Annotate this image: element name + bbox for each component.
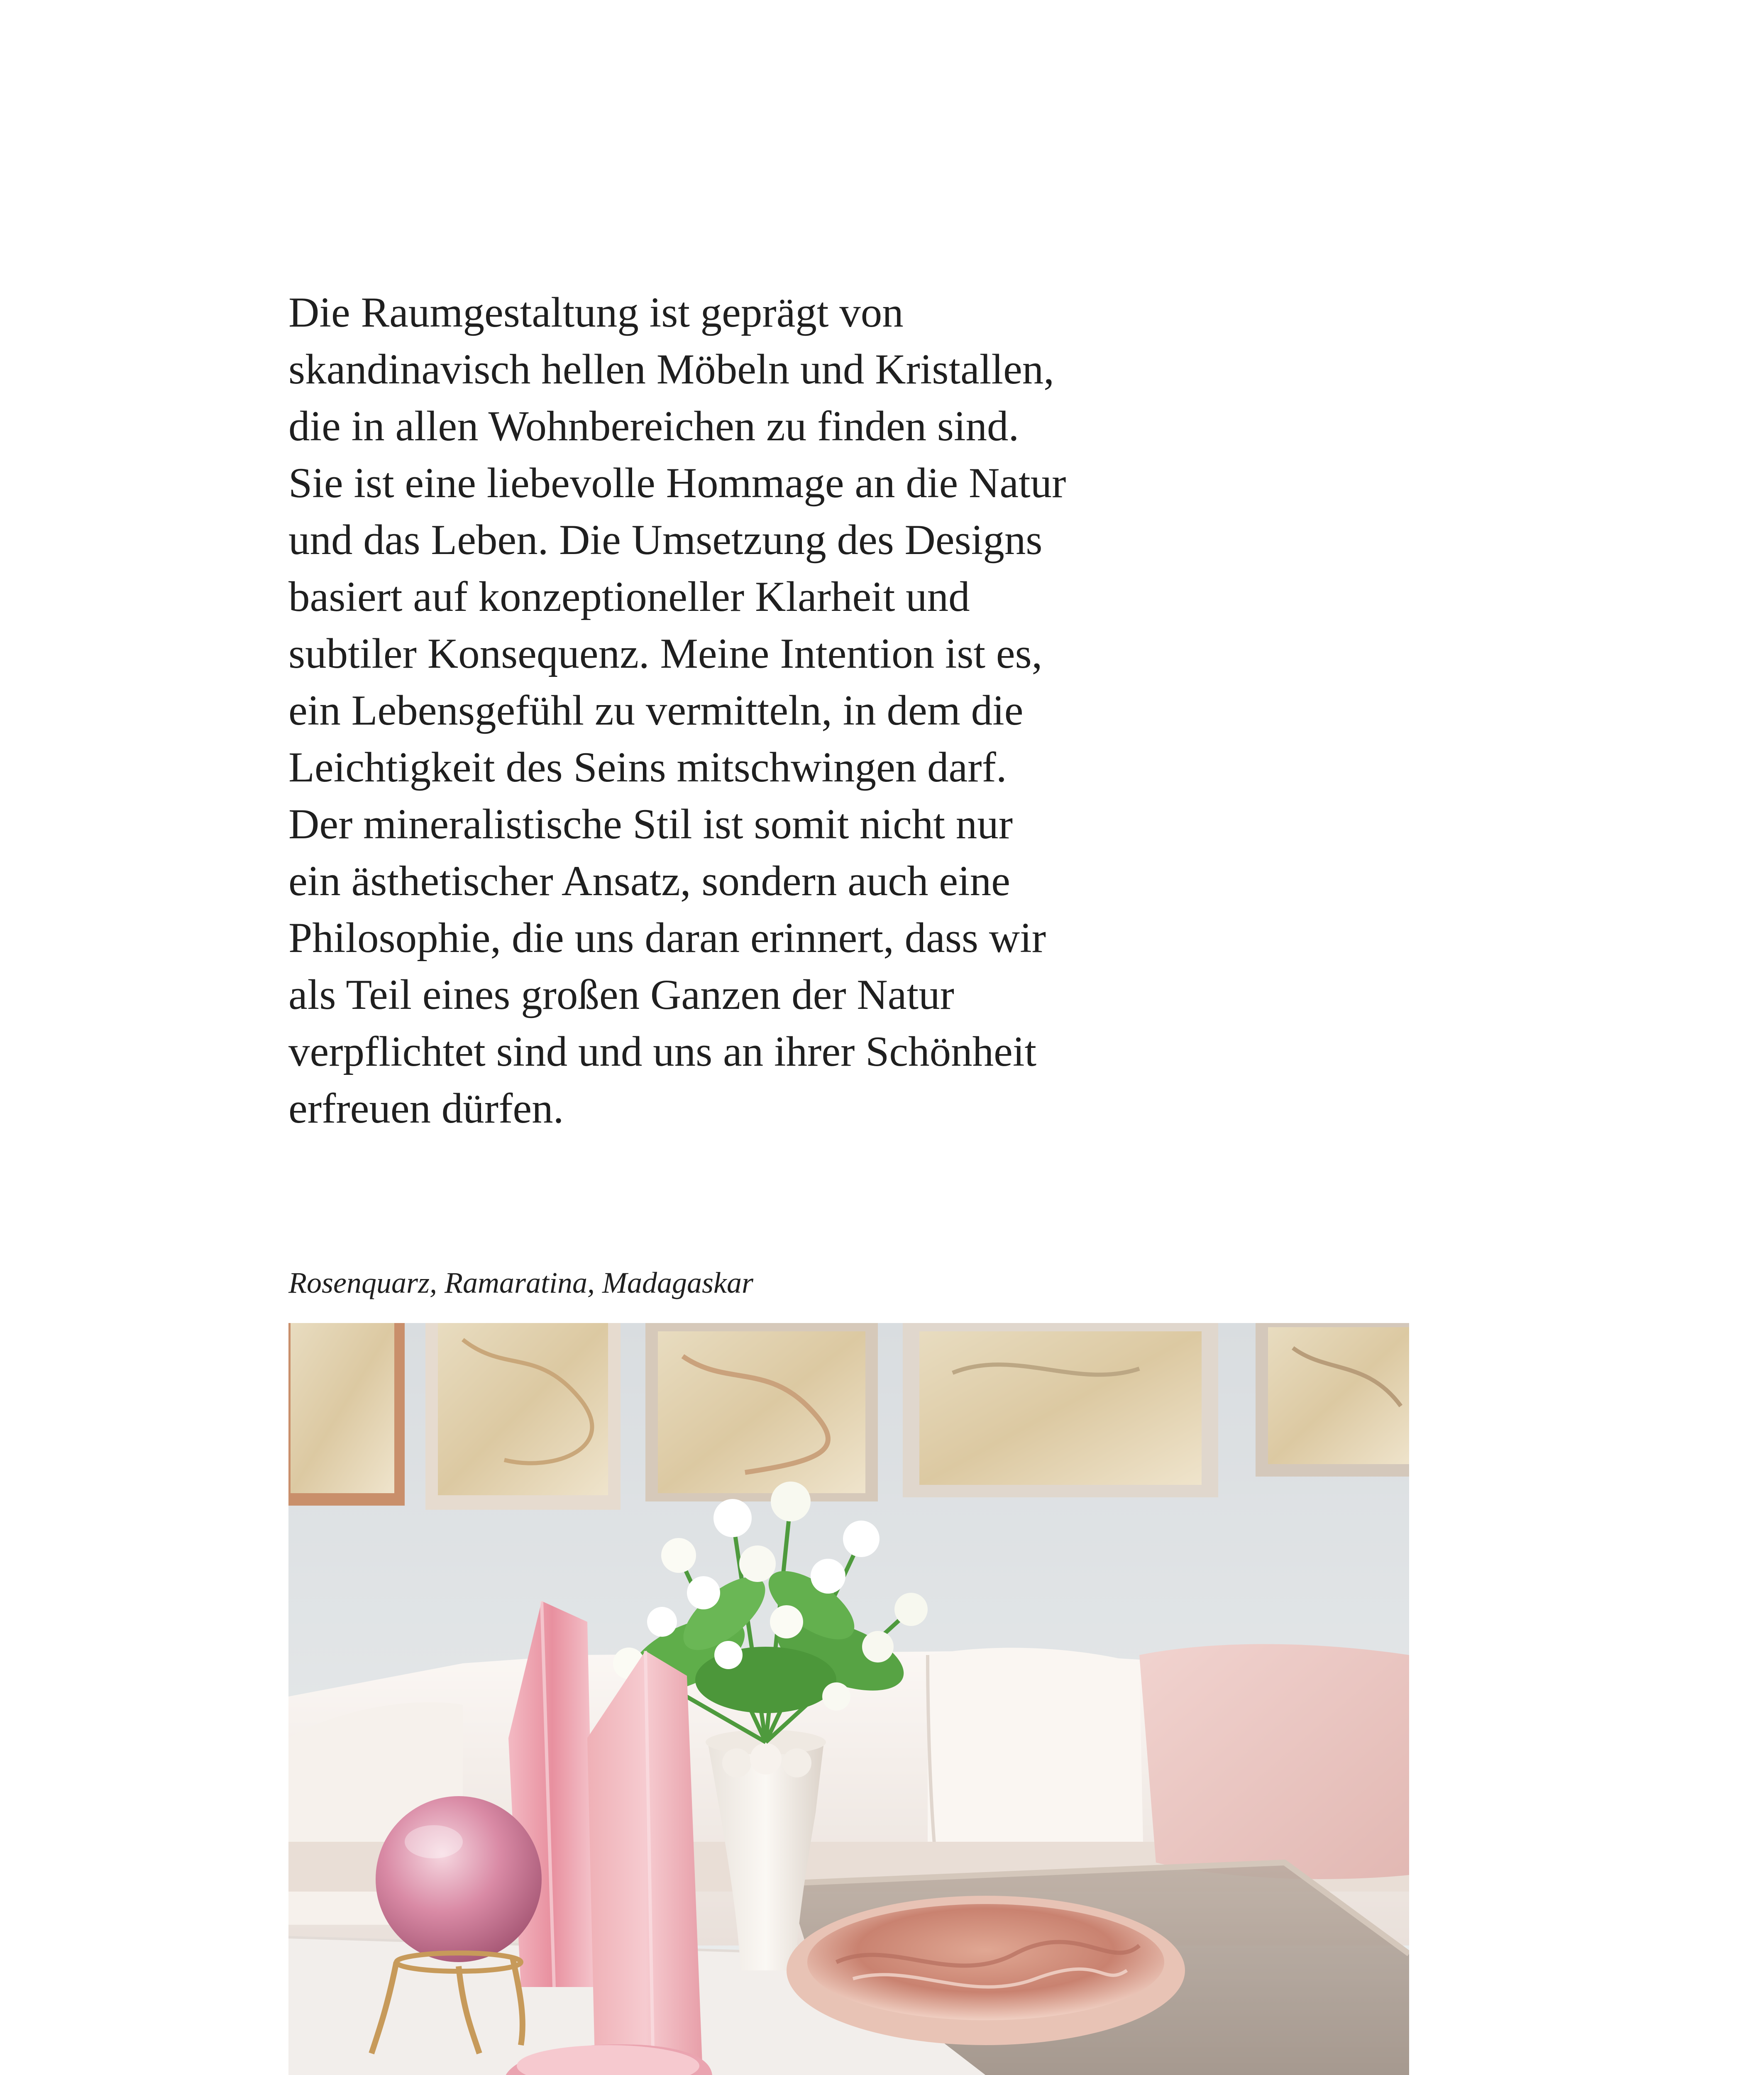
body-paragraph — [288, 284, 1119, 1137]
paragraph-line: erfreuen dürfen. — [288, 1085, 564, 1132]
paragraph-line: als Teil eines großen Ganzen der Natur — [288, 971, 954, 1018]
paragraph-line: Leichtigkeit des Seins mitschwingen darf. — [288, 744, 1007, 791]
photo-rose-quartz-still-life — [288, 1323, 1409, 2075]
paragraph-line: ein Lebensgefühl zu vermitteln, in dem die — [288, 687, 1024, 734]
paragraph-line: Die Raumgestaltung ist geprägt von — [288, 289, 904, 336]
paragraph-line: Der mineralistische Stil ist somit nicht nur — [288, 801, 1013, 848]
paragraph-line: verpflichtet sind und uns an ihrer Schönheit — [288, 1028, 1037, 1075]
paragraph-line: Sie ist eine liebevolle Hommage an die Natur — [288, 459, 1066, 507]
pink-cushion — [1139, 1644, 1409, 1879]
paragraph-line: skandinavisch hellen Möbeln und Kristallen, — [288, 346, 1055, 393]
paragraph-line: basiert auf konzeptioneller Klarheit und — [288, 573, 970, 620]
paragraph-line: und das Leben. Die Umsetzung des Designs — [288, 516, 1043, 564]
paragraph-line: Philosophie, die uns daran erinnert, dass wir — [288, 914, 1046, 962]
photo-caption: Rosenquarz, Ramaratina, Madagaskar — [288, 1266, 753, 1299]
paragraph-line: ein ästhetischer Ansatz, sondern auch eine — [288, 857, 1010, 905]
paragraph-line: die in allen Wohnbereichen zu finden sind. — [288, 403, 1019, 450]
onyx-bowl — [787, 1896, 1185, 2045]
paragraph-line: subtiler Konsequenz. Meine Intention ist es, — [288, 630, 1043, 677]
